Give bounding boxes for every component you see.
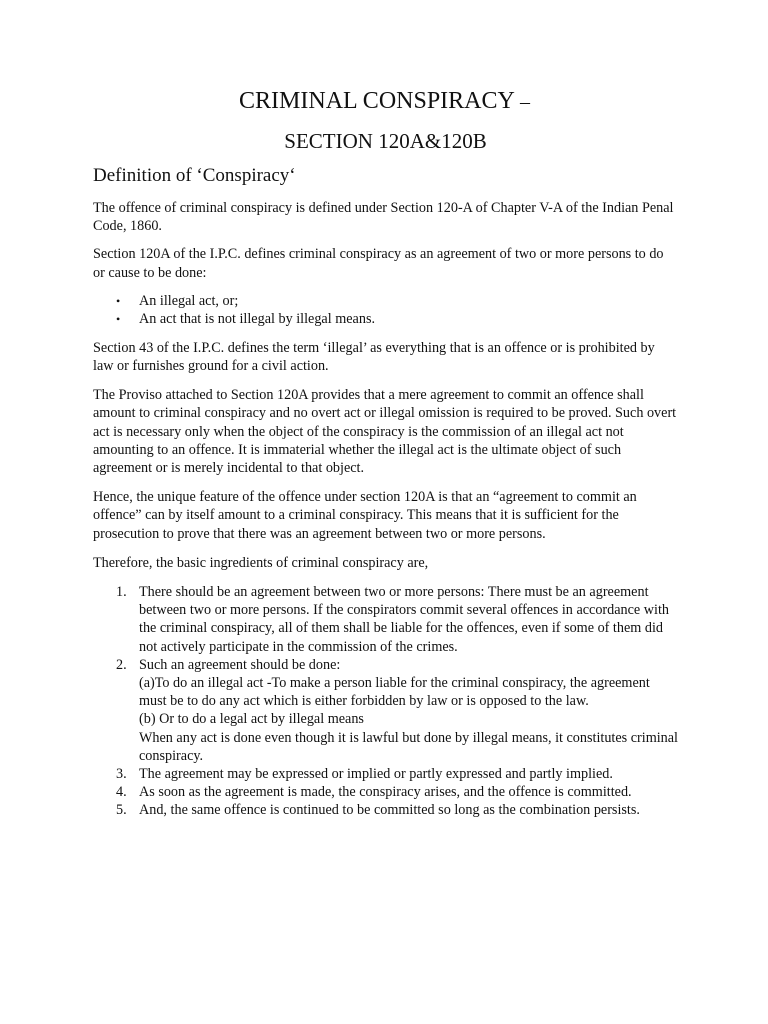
bullet-list [93,292,678,328]
list-item [93,656,678,765]
list-item-number: 2. [116,656,127,673]
list-item-number: 1. [116,584,127,601]
list-item-sub-b: (b) Or to do a legal act by illegal means [139,711,364,728]
bullet-icon: • [116,311,121,326]
section-heading: Definition of ‘Conspiracy‘ [93,165,296,186]
list-item-number: 3. [116,766,127,783]
list-item-text: And, the same offence is continued to be committed so long as the combination persists. [139,802,640,819]
bullet-item [93,310,678,328]
document-title [91,86,678,117]
document-subtitle: SECTION 120A&120B [284,129,487,153]
list-item [93,583,678,656]
paragraph-proviso: The Proviso attached to Section 120A provides that a mere agreement to commit an offence shall amount to criminal conspiracy and no overt act or illegal omission is required to be proved. Such overt act is necessary only when the object of the conspiracy is the commission of an illegal act not amounting to an offence. It is immaterial whether the illegal act is the ultimate object of such agreement or is merely incidental to that object. [93,387,677,477]
title-dash: – [519,91,530,113]
list-item-number: 5. [116,802,127,819]
list-item [93,783,678,801]
paragraph-ingredients-intro: Therefore, the basic ingredients of criminal conspiracy are, [93,554,429,571]
bullet-icon: • [116,293,121,308]
list-item-number: 4. [116,784,127,801]
list-item-sub-b-detail: When any act is done even though it is lawful but done by illegal means, it constitutes criminal conspiracy. [139,729,679,764]
paragraph-definition: Section 120A of the I.P.C. defines criminal conspiracy as an agreement of two or more persons to do or cause to be done: [93,246,664,281]
list-item [93,765,678,783]
paragraph-definition-source: The offence of criminal conspiracy is defined under Section 120-A of Chapter V-A of the Indian Penal Code, 1860. [93,200,674,235]
paragraph-unique-feature: Hence, the unique feature of the offence under section 120A is that an “agreement to commit an offence” can by itself amount to a criminal conspiracy. This means that it is sufficient for the prosecution to prove that there was an agreement between two or more persons. [93,489,637,542]
title-text: CRIMINAL CONSPIRACY [239,88,520,114]
bullet-text: An illegal act, or; [139,292,239,309]
list-item-text: The agreement may be expressed or implied or partly expressed and partly implied. [139,766,613,783]
list-item-sub-a: (a)To do an illegal act -To make a person liable for the criminal conspiracy, the agreement must be to do any act which is either forbidden by law or is opposed to the law. [139,675,650,710]
ingredients-list [93,583,678,820]
list-item-text: Such an agreement should be done: [139,656,341,673]
bullet-text: An act that is not illegal by illegal means. [139,310,376,327]
paragraph-section-43: Section 43 of the I.P.C. defines the term ‘illegal’ as everything that is an offence or is prohibited by law or furnishes ground for a civil action. [93,339,655,375]
bullet-item [93,292,678,310]
list-item [93,801,678,819]
list-item-text: As soon as the agreement is made, the conspiracy arises, and the offence is committed. [139,784,632,801]
list-item-text: There should be an agreement between two or more persons: There must be an agreement between two or more persons. If the conspirators commit several offences in accordance with the criminal conspiracy, all of them shall be liable for the offences, even if some of them did not actively participate in the commission of the crimes. [139,584,670,655]
